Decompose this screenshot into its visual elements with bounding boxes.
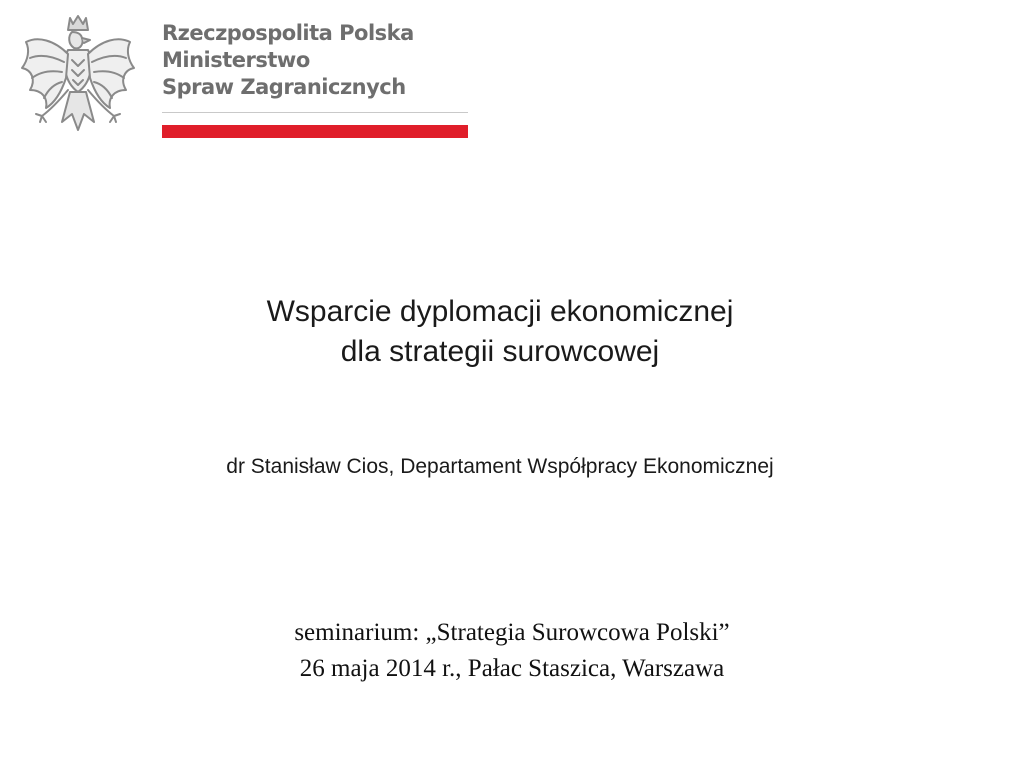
ministry-logo-text	[162, 20, 414, 101]
flag-stripe-red	[162, 125, 468, 138]
logo-line-foreign-affairs: Spraw Zagranicznych	[162, 75, 406, 99]
author-affiliation: dr Stanisław Cios, Departament Współpracy Ekonomicznej	[226, 455, 774, 478]
presentation-title	[150, 292, 850, 372]
logo-line-ministry: Ministerstwo	[162, 48, 310, 72]
polish-eagle-emblem-icon	[18, 10, 138, 150]
flag-stripe-white	[162, 112, 468, 125]
logo-line-republic: Rzeczpospolita Polska	[162, 21, 414, 45]
title-line-2: dla strategii surowcowej	[340, 335, 660, 368]
seminar-info	[212, 615, 812, 687]
seminar-name: seminarium: „Strategia Surowcowa Polski”	[294, 619, 730, 646]
title-line-1: Wsparcie dyplomacji ekonomicznej	[266, 295, 734, 328]
seminar-date-place: 26 maja 2014 r., Pałac Staszica, Warszawa	[299, 655, 725, 682]
